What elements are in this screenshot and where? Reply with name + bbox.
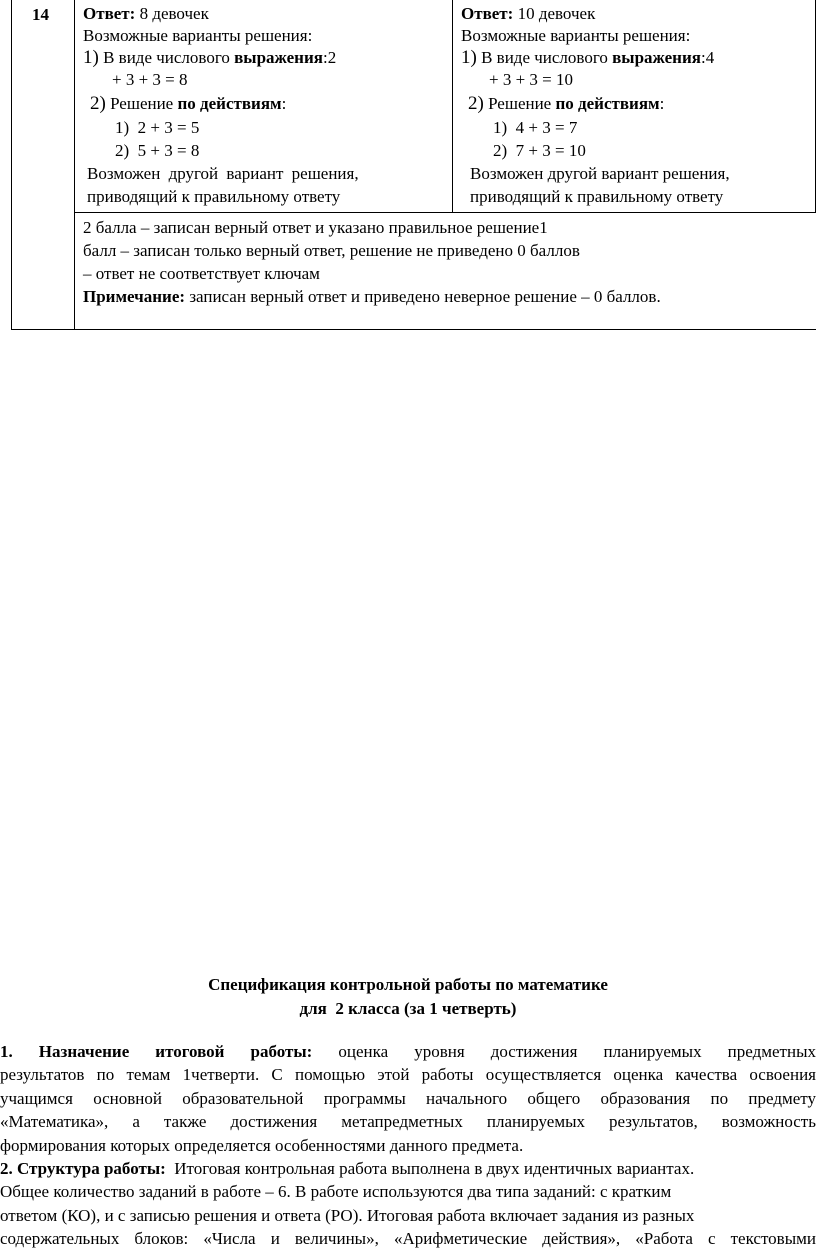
section-1-line-3: учащимся основной образовательной программы начального общего образования по предмету: [0, 1089, 816, 1108]
grid-bottom-border: [11, 329, 816, 330]
variant-1-step-2: 2) 5 + 3 = 8: [115, 141, 200, 160]
variant-1-item-expression: 1) В виде числового выражения:2: [83, 47, 337, 68]
variant-1-answer: Ответ: 8 девочек: [83, 4, 209, 23]
section-1-line-5: формирования которых определяется особенностями данного предмета.: [0, 1136, 524, 1155]
section-2-line-4: содержательных блоков: «Числа и величины», «Арифметические действия», «Работа с текстовыми: [0, 1229, 816, 1248]
variant-2-item-actions: 2) Решение по действиям:: [468, 93, 665, 114]
variant-1-variants-label: Возможные варианты решения:: [83, 26, 313, 45]
variant-2-other-line-1: Возможен другой вариант решения,: [470, 164, 730, 183]
variant-2-expression-rest: + 3 + 3 = 10: [489, 70, 574, 89]
variant-2-variants-label: Возможные варианты решения:: [461, 26, 691, 45]
scoring-line-2: балл – записан только верный ответ, решение не приведено 0 баллов: [83, 241, 580, 260]
scoring-line-3: – ответ не соответствует ключам: [83, 264, 320, 283]
variant-1-step-1: 1) 2 + 3 = 5: [115, 118, 200, 137]
section-1-line-2: результатов по темам 1четверти. С помощью этой работы осуществляется оценка качества освоения: [0, 1065, 816, 1084]
section-2-label: 2. Структура работы:: [0, 1159, 166, 1178]
section-2-line-3: ответом (КО), и с записью решения и ответа (РО). Итоговая работа включает задания из разных: [0, 1206, 695, 1225]
variant-1-other-line-1: Возможен другой вариант решения,: [87, 164, 359, 183]
section-1-line-1: 1. Назначение итоговой работы: оценка уровня достижения планируемых предметных: [0, 1042, 816, 1061]
variant-1-expression-rest: + 3 + 3 = 8: [112, 70, 188, 89]
variant-1-other-line-2: приводящий к правильному ответу: [87, 187, 341, 206]
scoring-line-1: 2 балла – записан верный ответ и указано правильное решение1: [83, 218, 548, 237]
section-2-line-1: 2. Структура работы: Итоговая контрольная работа выполнена в двух идентичных вариантах.: [0, 1159, 695, 1178]
section-1-label: 1. Назначение итоговой работы:: [0, 1042, 313, 1061]
task-number: 14: [32, 5, 49, 24]
scoring-note: Примечание: записан верный ответ и приведено неверное решение – 0 баллов.: [83, 287, 661, 306]
grid-left-border: [11, 0, 12, 330]
variant-2-item-expression: 1) В виде числового выражения:4: [461, 47, 715, 68]
spec-title-line-2: для 2 класса (за 1 четверть): [299, 999, 517, 1018]
spec-title-line-1: Спецификация контрольной работы по математике: [208, 975, 608, 994]
section-1-line-4: «Математика», а также достижения метапредметных планируемых результатов, возможность: [0, 1112, 816, 1131]
variant-2-step-2: 2) 7 + 3 = 10: [493, 141, 586, 160]
variant-2-answer: Ответ: 10 девочек: [461, 4, 596, 23]
grid-row-divider: [74, 212, 816, 213]
variant-2-step-1: 1) 4 + 3 = 7: [493, 118, 578, 137]
grid-number-column-border: [74, 0, 75, 330]
section-2-line-2: Общее количество заданий в работе – 6. В работе используются два типа заданий: с кратким: [0, 1182, 672, 1201]
variant-2-other-line-2: приводящий к правильному ответу: [470, 187, 724, 206]
grid-variant-divider: [452, 0, 453, 212]
variant-1-item-actions: 2) Решение по действиям:: [90, 93, 287, 114]
